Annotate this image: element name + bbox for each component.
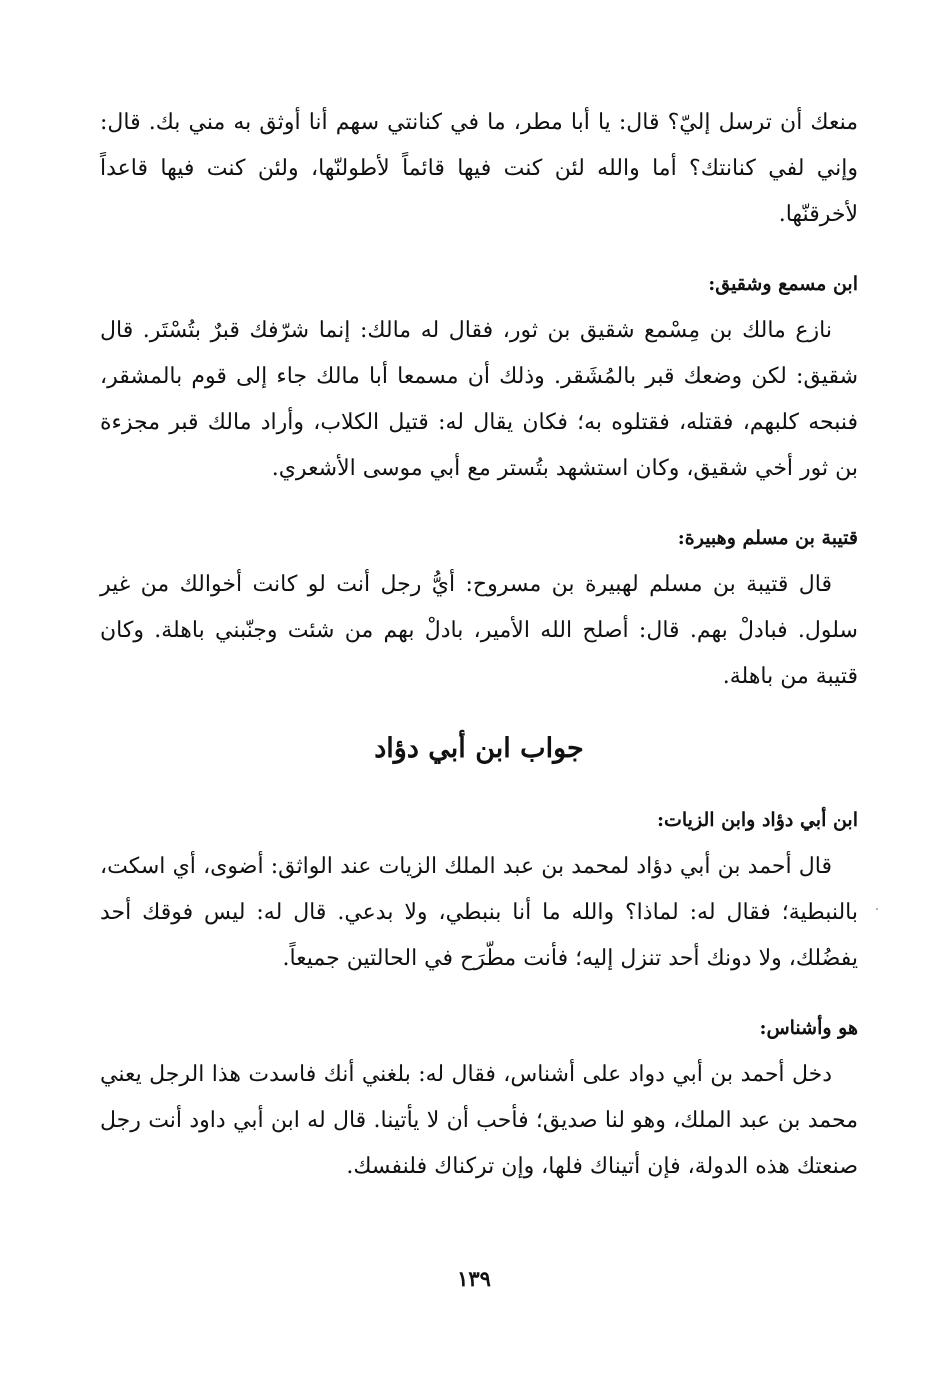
chapter-title: جواب ابن أبي دؤاد (374, 733, 584, 764)
paragraph-continuation: منعك أن ترسل إليّ؟ قال: يا أبا مطر، ما في كنانتي سهم أنا أوثق به مني بك. قال: وإني لفي كنانتك؟ أما والله لئن كنت فيها قائماً لأطولنّها، ولئن كنت فيها قاعداً لأخرقنّها. (100, 110, 858, 227)
paragraph-ibn-misma-shaqiq: نازع مالك بن مِسْمع شقيق بن ثور، فقال له مالك: إنما شرّفك قبرٌ بتُسْتَر. قال شقيق: لكن وضعك قبر بالمُشَقر. وذلك أن مسمعا أبا مالك جاء إلى قوم بالمشقر، فنبحه كلبهم، فقتله، فقتلوه به؛ فكان يقال له: قتيل الكلاب، وأراد مالك قبر مجزءة بن ثور أخي شقيق، وكان استشهد بتُستر مع أبي موسى الأشعري. (100, 318, 859, 481)
paragraph-ibn-abi-duad-ibn-zayyat: قال أحمد بن أبي دؤاد لمحمد بن عبد الملك الزيات عند الواثق: أضوى، أي اسكت، بالنبطية؛ فقال له: لماذا؟ والله ما أنا بنبطي، ولا بدعي. قال له: ليس فوقك أحد يفضُلك، ولا دونك أحد تنزل إليه؛ فأنت مطّرَح في الحالتين جميعاً. (100, 854, 858, 971)
subheading-qutayba-hubayra: قتيبة بن مسلم وهبيرة: (677, 527, 858, 549)
subheading-ibn-abi-duad-ibn-zayyat: ابن أبي دؤاد وابن الزيات: (656, 809, 858, 831)
page-text (100, 100, 858, 1190)
subheading-ibn-misma-shaqiq: ابن مسمع وشقيق: (708, 273, 858, 295)
subheading-huwa-wa-ashnas: هو وأشناس: (759, 1017, 858, 1039)
scan-speck (876, 908, 878, 910)
paragraph-huwa-wa-ashnas: دخل أحمد بن أبي دواد على أشناس، فقال له: بلغني أنك فاسدت هذا الرجل يعني محمد بن عبد الملك، وهو لنا صديق؛ فأحب أن لا يأتينا. قال له ابن أبي داود أنت رجل صنعتك هذه الدولة، فإن أتيناك فلها، وإن تركناك فلنفسك. (100, 1062, 858, 1179)
page-number: ١٣٩ (457, 1266, 491, 1291)
paragraph-qutayba-hubayra: قال قتيبة بن مسلم لهبيرة بن مسروح: أيُّ رجل أنت لو كانت أخوالك من غير سلول. فبادلْ بهم. قال: أصلح الله الأمير، بادلْ بهم من شئت وجنّبني باهلة. وكان قتيبة من باهلة. (100, 572, 858, 689)
